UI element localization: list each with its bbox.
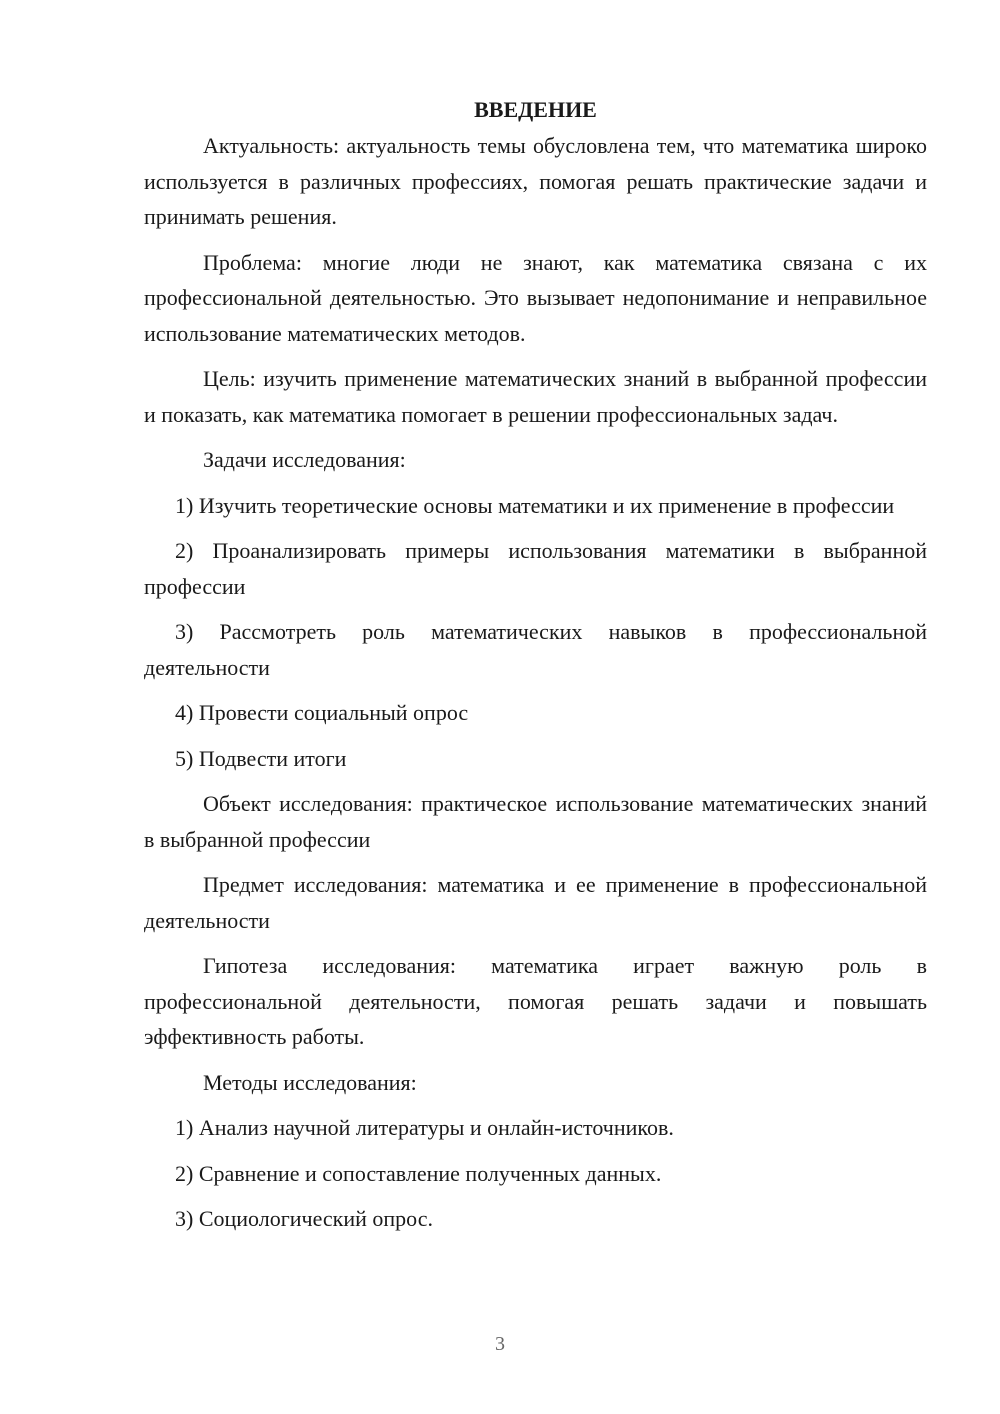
task-item-1: 1) Изучить теоретические основы математики и их применение в профессии xyxy=(175,492,895,518)
methods-title: Методы исследования: xyxy=(203,1069,417,1095)
hypothesis-paragraph: Гипотеза исследования: математика играет важную роль в профессиональной деятельности, помогая решать задачи и повышать эффективность работы. xyxy=(144,953,927,1049)
page-number: 3 xyxy=(495,1333,505,1355)
goal-paragraph: Цель: изучить применение математических знаний в выбранной профессии и показать, как математика помогает в решении профессиональных задач. xyxy=(144,366,927,427)
tasks-title: Задачи исследования: xyxy=(203,447,406,472)
method-item-1: 1) Анализ научной литературы и онлайн-источников. xyxy=(175,1115,674,1140)
task-item-5: 5) Подвести итоги xyxy=(175,745,347,771)
task-item-4: 4) Провести социальный опрос xyxy=(175,700,469,725)
document-heading: ВВЕДЕНИЕ xyxy=(474,97,597,122)
subject-paragraph: Предмет исследования: математика и ее применение в профессиональной деятельности xyxy=(144,872,927,933)
task-item-3: 3) Рассмотреть роль математических навыков в профессиональной деятельности xyxy=(144,619,927,680)
method-item-3: 3) Социологический опрос. xyxy=(175,1206,433,1231)
method-item-2: 2) Сравнение и сопоставление полученных данных. xyxy=(175,1160,662,1186)
relevance-paragraph: Актуальность: актуальность темы обусловлена тем, что математика широко используется в различных профессиях, помогая решать практические задачи и принимать решения. xyxy=(144,133,927,229)
task-item-2: 2) Проанализировать примеры использования математики в выбранной профессии xyxy=(144,538,927,599)
document-page xyxy=(144,94,927,1247)
problem-paragraph: Проблема: многие люди не знают, как математика связана с их профессиональной деятельностью. Это вызывает недопонимание и неправильное использование математических методов. xyxy=(144,249,927,346)
object-paragraph: Объект исследования: практическое использование математических знаний в выбранной профессии xyxy=(144,791,927,852)
